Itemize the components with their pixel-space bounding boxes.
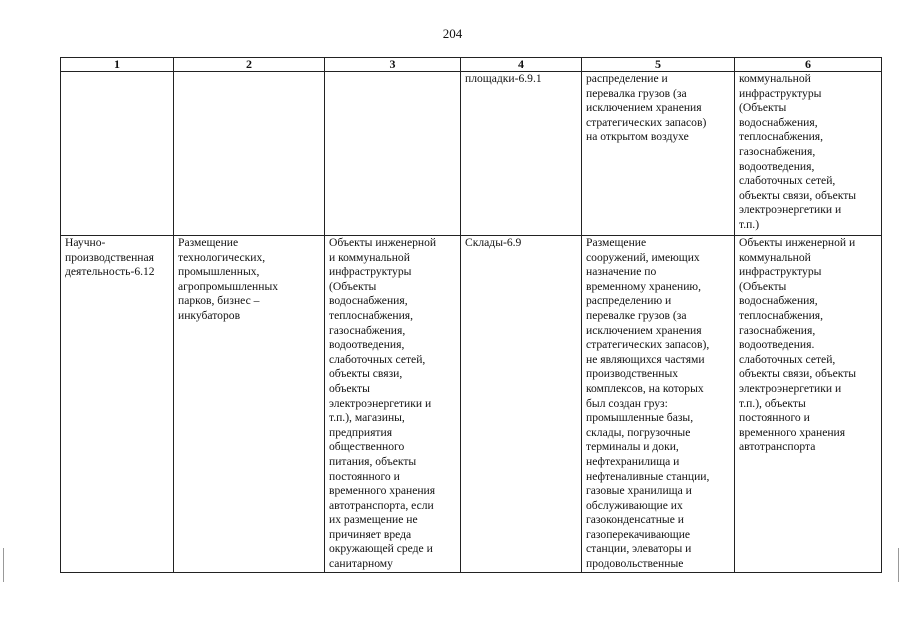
column-header: 4 (461, 58, 582, 72)
cell-text: площадки-6.9.1 (465, 72, 542, 85)
column-header: 3 (325, 58, 461, 72)
cell-text: Объекты инженерной и коммунальной инфраструктуры (Объекты водоснабжения, теплоснабжения, газоснабжения, водоотведения. слаботочных сетей, объекты связи, объекты электроэнергетики и т.п.), объекты постоянного и временного хранения автотранспорта (739, 236, 857, 454)
table-cell (174, 72, 325, 236)
table-cell (735, 236, 882, 573)
table-cell (61, 72, 174, 236)
cell-text: Размещение сооружений, имеющих назначение по временному хранению, распределению и перевалке грузов (за исключением хранения стратегических запасов), не являющихся частями производственных комплексов, на которых был создан груз: промышленные базы, склады, погрузочные терминалы и доки, нефтехранилища и нефтеналивные станции, газовые хранилища и обслуживающие их газоконденсатные и газоперекачивающие станции, элеваторы и продовольственные (586, 236, 710, 571)
page-number: 204 (442, 26, 463, 41)
column-header: 1 (61, 58, 174, 72)
column-header: 2 (174, 58, 325, 72)
cell-text: Размещение технологических, промышленных, агропромышленных парков, бизнес – инкубаторов (178, 236, 279, 322)
column-header: 5 (582, 58, 735, 72)
table-cell (325, 72, 461, 236)
column-header: 6 (735, 58, 882, 72)
cell-text: Научно- производственная деятельность-6.12 (65, 236, 155, 279)
table-header-row (61, 58, 882, 72)
table-row (61, 236, 882, 573)
cell-text: коммунальной инфраструктуры (Объекты водоснабжения, теплоснабжения, газоснабжения, водоотведения, слаботочных сетей, объекты связи, объекты электроэнергетики и т.п.) (739, 72, 857, 231)
cell-text: Объекты инженерной и коммунальной инфраструктуры (Объекты водоснабжения, теплоснабжения, газоснабжения, водоотведения, слаботочных сетей, объекты связи, объекты электроэнергетики и т.п.), магазины, предприятия общественного питания, объекты постоянного и временного хранения автотранспорта, если их размещение не причиняет вреда окружающей среде и санитарному (329, 236, 437, 571)
table-cell (174, 236, 325, 573)
table-cell (582, 72, 735, 236)
land-use-table (60, 57, 882, 573)
table-cell (735, 72, 882, 236)
cell-text: распределение и перевалка грузов (за исключением хранения стратегических запасов) на открытом воздухе (586, 72, 707, 144)
scan-edge-mark-left (3, 548, 4, 582)
table-cell (461, 72, 582, 236)
scan-edge-mark-right (898, 548, 899, 582)
table-cell (461, 236, 582, 573)
table-row (61, 72, 882, 236)
cell-text: Склады-6.9 (465, 236, 522, 249)
table-cell (325, 236, 461, 573)
table-cell (61, 236, 174, 573)
table-cell (582, 236, 735, 573)
